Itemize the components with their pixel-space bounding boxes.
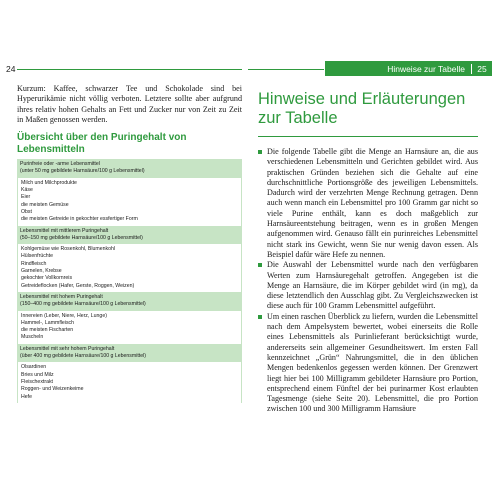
table-category-line: Lebensmittel mit hohem Puringehalt: [20, 293, 103, 300]
table-food-item: Bries und Milz: [21, 371, 54, 378]
header-rule-right: [248, 69, 324, 70]
table-food-item: Garnelen, Krebse: [21, 268, 62, 275]
bullet-square-icon: [258, 150, 262, 154]
page-number-left: 24: [6, 64, 16, 74]
table-category-line: (50–150 mg gebildete Harnsäure/100 g Lebensmittel): [20, 234, 143, 241]
page-number-right: 25: [477, 63, 487, 74]
table-food-item: Eier: [21, 194, 31, 201]
table-category-line: Lebensmittel mit mittlerem Puringehalt: [20, 227, 109, 234]
running-header-title: Hinweise zur Tabelle: [387, 63, 465, 74]
title-rule: [258, 136, 478, 137]
table-category-line: Lebensmittel mit sehr hohem Puringehalt: [20, 345, 115, 352]
table-category-row: [17, 292, 242, 311]
purine-table: [17, 159, 242, 403]
table-food-item: Innereien (Leber, Niere, Herz, Lunge): [21, 312, 107, 319]
table-food-item: die meisten Fischarten: [21, 327, 74, 334]
table-food-item: die meisten Gemüse: [21, 201, 69, 208]
table-food-item: Ölsardinen: [21, 364, 47, 371]
bullet-text: Die Auswahl der Lebensmittel wurde nach den verfügbaren Werten zum Harnsäuregehalt getroffen. Angegeben ist die Menge an Harnsäure, die im Körper gebildet wird (in mg), da diese letztendlich den Ausschlag gibt. Zu Vergleichszwecken ist diese auch für 100 Gramm Lebensmittel aufgeführt.: [267, 260, 478, 311]
table-food-item: Obst: [21, 208, 32, 215]
bullet-item: [258, 312, 478, 415]
table-category-line: Purinfreie oder -arme Lebensmittel: [20, 161, 100, 168]
table-food-item: gekochter Vollkornreis: [21, 275, 73, 282]
table-food-item: Hülsenfrüchte: [21, 253, 54, 260]
table-food-item: Rindfleisch: [21, 260, 47, 267]
table-food-item: Hammel-, Lammfleisch: [21, 319, 75, 326]
table-food-item: Getreideflocken (Hafer, Gerste, Roggen, Weizen): [21, 282, 135, 289]
table-food-item: die meisten Getreide in gekochter essfertiger Form: [21, 216, 138, 223]
table-category-row: [17, 344, 242, 363]
running-header: [325, 61, 492, 76]
table-food-item: Milch und Milchprodukte: [21, 179, 77, 186]
intro-paragraph: Kurzum: Kaffee, schwarzer Tee und Schokolade sind bei Hyperurikämie nicht völlig verboten. Letztere sollte aber aufgrund ihres relativ hohen Gehalts an Fett und Zucker nur von Zeit zu Zeit in Maßen genossen werden.: [17, 84, 242, 124]
bullet-square-icon: [258, 315, 262, 319]
right-page: [258, 90, 478, 415]
bullet-list: [258, 147, 478, 415]
bullet-text: Um einen raschen Überblick zu liefern, wurden die Lebensmittel nach dem Ampelsystem bewertet, wobei einerseits die Rolle eines Lebensmittels als Purinlieferant berücksichtigt wurde, andererseits sein allgemeiner Gesundheitswert. Im ersten Fall kennzeichnet „Grün“ Nahrungsmittel, die in den üblichen Mengen bedenkenlos gegessen werden können. Der Grenzwert liegt hier bei 100 Milligramm gebildeter Harnsäure pro Portion, entsprechend einem Fünftel der bei purinarmer Kost erlaubten Tagesmenge (siehe Seite 20). Lebensmittel, die pro Portion zwischen 100 und 300 Milligramm Harnsäure: [267, 311, 478, 414]
table-category-line: (unter 50 mg gebildete Harnsäure/100 g Lebensmittel): [20, 168, 145, 175]
table-food-item: Muscheln: [21, 334, 44, 341]
table-food-item: Käse: [21, 187, 33, 194]
bullet-item: [258, 260, 478, 311]
table-food-item: Hefe: [21, 393, 32, 400]
header-rule-left: [17, 69, 242, 70]
left-page: [17, 84, 242, 403]
table-foods-row: [17, 311, 242, 344]
table-category-line: (über 400 mg gebildete Harnsäure/100 g Lebensmittel): [20, 353, 147, 360]
table-category-row: [17, 159, 242, 178]
page-title: Hinweise und Erläuterungen zur Tabelle: [258, 90, 466, 127]
table-food-item: Kohlgemüse wie Rosenkohl, Blumenkohl: [21, 246, 116, 253]
table-food-item: Fleischextrakt: [21, 378, 53, 385]
table-foods-row: [17, 178, 242, 226]
table-foods-row: [17, 244, 242, 292]
table-foods-row: [17, 362, 242, 402]
bullet-item: [258, 147, 478, 260]
bullet-square-icon: [258, 263, 262, 267]
table-category-row: [17, 226, 242, 245]
bullet-text: Die folgende Tabelle gibt die Menge an Harnsäure an, die aus verschiedenen Lebensmitteln und Gerichten gebildet wird. Aus praktischen Gründen beziehen sich die Gehalte auf eine durchschnittliche Portionsgröße des jeweiligen Lebensmittels. Dadurch wird der verzehrten Menge Rechnung getragen. Denn auch wenn manch ein Lebensmittel pro 100 Gramm gar nicht so viele Purine enthält, kann es doch maßgeblich zur Harnsäureentstehung beitragen, wenn es in großen Mengen aufgenommen wird. Genauso fällt ein purinreiches Lebensmittel nicht stark ins Gewicht, wenn Sie nur wenig davon essen. Als Beispiel dafür wäre Hefe zu nennen.: [267, 147, 478, 259]
table-category-line: (150–400 mg gebildete Harnsäure/100 g Lebensmittel): [20, 301, 146, 308]
table-heading: Übersicht über den Puringehalt von Lebensmitteln: [17, 132, 187, 156]
table-food-item: Roggen- und Weizenkeime: [21, 386, 84, 393]
